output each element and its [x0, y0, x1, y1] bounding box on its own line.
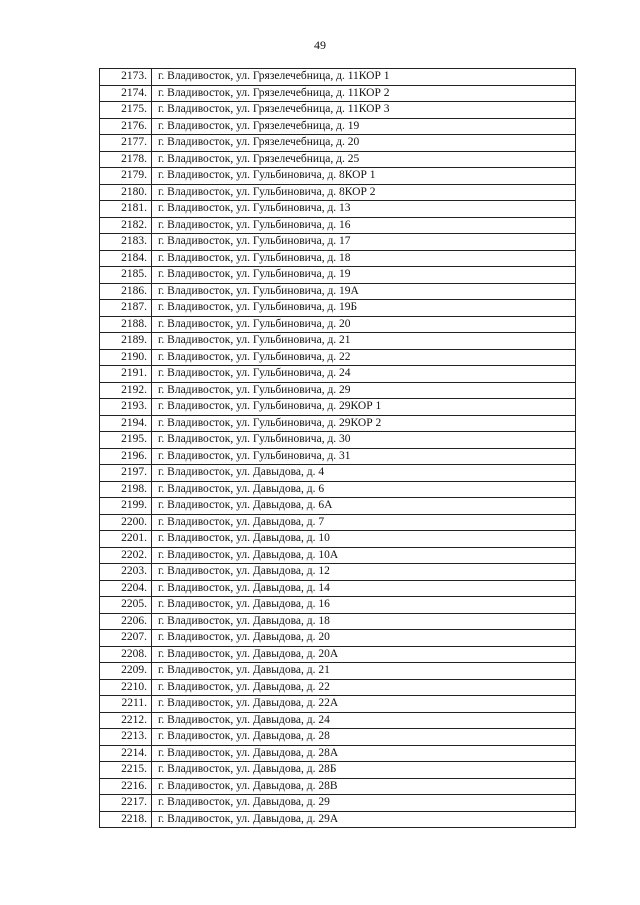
row-address: г. Владивосток, ул. Давыдова, д. 20 [152, 630, 576, 647]
table-row [100, 778, 576, 795]
row-number: 2196. [100, 448, 152, 465]
table-row [100, 481, 576, 498]
row-address: г. Владивосток, ул. Давыдова, д. 29А [152, 811, 576, 828]
table-row [100, 613, 576, 630]
table-row [100, 267, 576, 284]
row-address: г. Владивосток, ул. Гульбиновича, д. 29 [152, 382, 576, 399]
table-row [100, 498, 576, 515]
table-row [100, 580, 576, 597]
row-address: г. Владивосток, ул. Гульбиновича, д. 19 [152, 267, 576, 284]
table-row [100, 234, 576, 251]
row-number: 2190. [100, 349, 152, 366]
table-row [100, 217, 576, 234]
row-number: 2214. [100, 745, 152, 762]
row-address: г. Владивосток, ул. Грязелечебница, д. 11КОР 1 [152, 69, 576, 86]
table-row [100, 465, 576, 482]
row-address: г. Владивосток, ул. Грязелечебница, д. 25 [152, 151, 576, 168]
row-number: 2178. [100, 151, 152, 168]
row-address: г. Владивосток, ул. Давыдова, д. 21 [152, 663, 576, 680]
table-row [100, 795, 576, 812]
row-number: 2193. [100, 399, 152, 416]
table-row [100, 448, 576, 465]
row-address: г. Владивосток, ул. Давыдова, д. 10А [152, 547, 576, 564]
table-row [100, 250, 576, 267]
row-address: г. Владивосток, ул. Гульбиновича, д. 16 [152, 217, 576, 234]
row-address: г. Владивосток, ул. Давыдова, д. 10 [152, 531, 576, 548]
row-number: 2184. [100, 250, 152, 267]
row-number: 2183. [100, 234, 152, 251]
address-table [99, 68, 576, 828]
row-number: 2208. [100, 646, 152, 663]
row-address: г. Владивосток, ул. Гульбиновича, д. 8КОР 2 [152, 184, 576, 201]
row-address: г. Владивосток, ул. Грязелечебница, д. 11КОР 2 [152, 85, 576, 102]
table-row [100, 333, 576, 350]
row-address: г. Владивосток, ул. Гульбиновича, д. 31 [152, 448, 576, 465]
row-number: 2198. [100, 481, 152, 498]
table-row [100, 184, 576, 201]
row-address: г. Владивосток, ул. Гульбиновича, д. 18 [152, 250, 576, 267]
row-address: г. Владивосток, ул. Гульбиновича, д. 8КОР 1 [152, 168, 576, 185]
row-number: 2206. [100, 613, 152, 630]
row-number: 2182. [100, 217, 152, 234]
table-row [100, 646, 576, 663]
table-row [100, 300, 576, 317]
row-number: 2195. [100, 432, 152, 449]
row-number: 2207. [100, 630, 152, 647]
table-row [100, 135, 576, 152]
table-row [100, 283, 576, 300]
row-number: 2215. [100, 762, 152, 779]
row-address: г. Владивосток, ул. Гульбиновича, д. 24 [152, 366, 576, 383]
row-number: 2218. [100, 811, 152, 828]
row-number: 2194. [100, 415, 152, 432]
row-address: г. Владивосток, ул. Давыдова, д. 28Б [152, 762, 576, 779]
row-address: г. Владивосток, ул. Гульбиновича, д. 21 [152, 333, 576, 350]
row-number: 2212. [100, 712, 152, 729]
row-number: 2199. [100, 498, 152, 515]
table-row [100, 349, 576, 366]
table-row [100, 168, 576, 185]
table-row [100, 811, 576, 828]
row-address: г. Владивосток, ул. Гульбиновича, д. 13 [152, 201, 576, 218]
table-row [100, 663, 576, 680]
row-number: 2185. [100, 267, 152, 284]
table-row [100, 102, 576, 119]
row-address: г. Владивосток, ул. Давыдова, д. 4 [152, 465, 576, 482]
row-address: г. Владивосток, ул. Гульбиновича, д. 22 [152, 349, 576, 366]
row-number: 2179. [100, 168, 152, 185]
row-address: г. Владивосток, ул. Давыдова, д. 7 [152, 514, 576, 531]
table-row [100, 382, 576, 399]
table-row [100, 679, 576, 696]
row-number: 2187. [100, 300, 152, 317]
row-number: 2189. [100, 333, 152, 350]
row-address: г. Владивосток, ул. Давыдова, д. 12 [152, 564, 576, 581]
row-number: 2204. [100, 580, 152, 597]
table-row [100, 201, 576, 218]
table-row [100, 597, 576, 614]
page-number: 49 [314, 38, 326, 52]
row-number: 2174. [100, 85, 152, 102]
row-address: г. Владивосток, ул. Грязелечебница, д. 20 [152, 135, 576, 152]
row-number: 2175. [100, 102, 152, 119]
row-number: 2173. [100, 69, 152, 86]
row-address: г. Владивосток, ул. Давыдова, д. 24 [152, 712, 576, 729]
table-row [100, 432, 576, 449]
row-address: г. Владивосток, ул. Гульбиновича, д. 29КОР 2 [152, 415, 576, 432]
row-address: г. Владивосток, ул. Гульбиновича, д. 17 [152, 234, 576, 251]
row-address: г. Владивосток, ул. Давыдова, д. 28А [152, 745, 576, 762]
row-number: 2202. [100, 547, 152, 564]
table-row [100, 630, 576, 647]
row-number: 2200. [100, 514, 152, 531]
table-row [100, 151, 576, 168]
row-number: 2203. [100, 564, 152, 581]
table-row [100, 564, 576, 581]
table-row [100, 366, 576, 383]
table-row [100, 399, 576, 416]
row-address: г. Владивосток, ул. Давыдова, д. 6 [152, 481, 576, 498]
table-row [100, 531, 576, 548]
row-address: г. Владивосток, ул. Давыдова, д. 14 [152, 580, 576, 597]
row-address: г. Владивосток, ул. Гульбиновича, д. 20 [152, 316, 576, 333]
table-row [100, 762, 576, 779]
table-row [100, 547, 576, 564]
row-number: 2213. [100, 729, 152, 746]
row-number: 2217. [100, 795, 152, 812]
row-address: г. Владивосток, ул. Давыдова, д. 28В [152, 778, 576, 795]
row-number: 2209. [100, 663, 152, 680]
row-number: 2188. [100, 316, 152, 333]
row-number: 2211. [100, 696, 152, 713]
table-row [100, 85, 576, 102]
row-number: 2210. [100, 679, 152, 696]
row-number: 2192. [100, 382, 152, 399]
row-address: г. Владивосток, ул. Давыдова, д. 22А [152, 696, 576, 713]
row-number: 2205. [100, 597, 152, 614]
table-row [100, 712, 576, 729]
row-number: 2180. [100, 184, 152, 201]
row-number: 2186. [100, 283, 152, 300]
table-row [100, 514, 576, 531]
table-row [100, 69, 576, 86]
row-number: 2177. [100, 135, 152, 152]
row-number: 2176. [100, 118, 152, 135]
row-address: г. Владивосток, ул. Давыдова, д. 20А [152, 646, 576, 663]
row-address: г. Владивосток, ул. Давыдова, д. 22 [152, 679, 576, 696]
row-number: 2216. [100, 778, 152, 795]
table-row [100, 415, 576, 432]
table-row [100, 696, 576, 713]
row-address: г. Владивосток, ул. Давыдова, д. 18 [152, 613, 576, 630]
row-address: г. Владивосток, ул. Давыдова, д. 16 [152, 597, 576, 614]
row-address: г. Владивосток, ул. Гульбиновича, д. 19Б [152, 300, 576, 317]
row-address: г. Владивосток, ул. Давыдова, д. 28 [152, 729, 576, 746]
row-number: 2201. [100, 531, 152, 548]
row-address: г. Владивосток, ул. Давыдова, д. 29 [152, 795, 576, 812]
address-table-body [100, 69, 576, 828]
row-address: г. Владивосток, ул. Гульбиновича, д. 30 [152, 432, 576, 449]
table-row [100, 729, 576, 746]
row-number: 2191. [100, 366, 152, 383]
row-number: 2197. [100, 465, 152, 482]
table-row [100, 745, 576, 762]
row-address: г. Владивосток, ул. Давыдова, д. 6А [152, 498, 576, 515]
row-address: г. Владивосток, ул. Грязелечебница, д. 19 [152, 118, 576, 135]
row-address: г. Владивосток, ул. Грязелечебница, д. 11КОР 3 [152, 102, 576, 119]
row-number: 2181. [100, 201, 152, 218]
row-address: г. Владивосток, ул. Гульбиновича, д. 19А [152, 283, 576, 300]
table-row [100, 118, 576, 135]
table-row [100, 316, 576, 333]
row-address: г. Владивосток, ул. Гульбиновича, д. 29КОР 1 [152, 399, 576, 416]
